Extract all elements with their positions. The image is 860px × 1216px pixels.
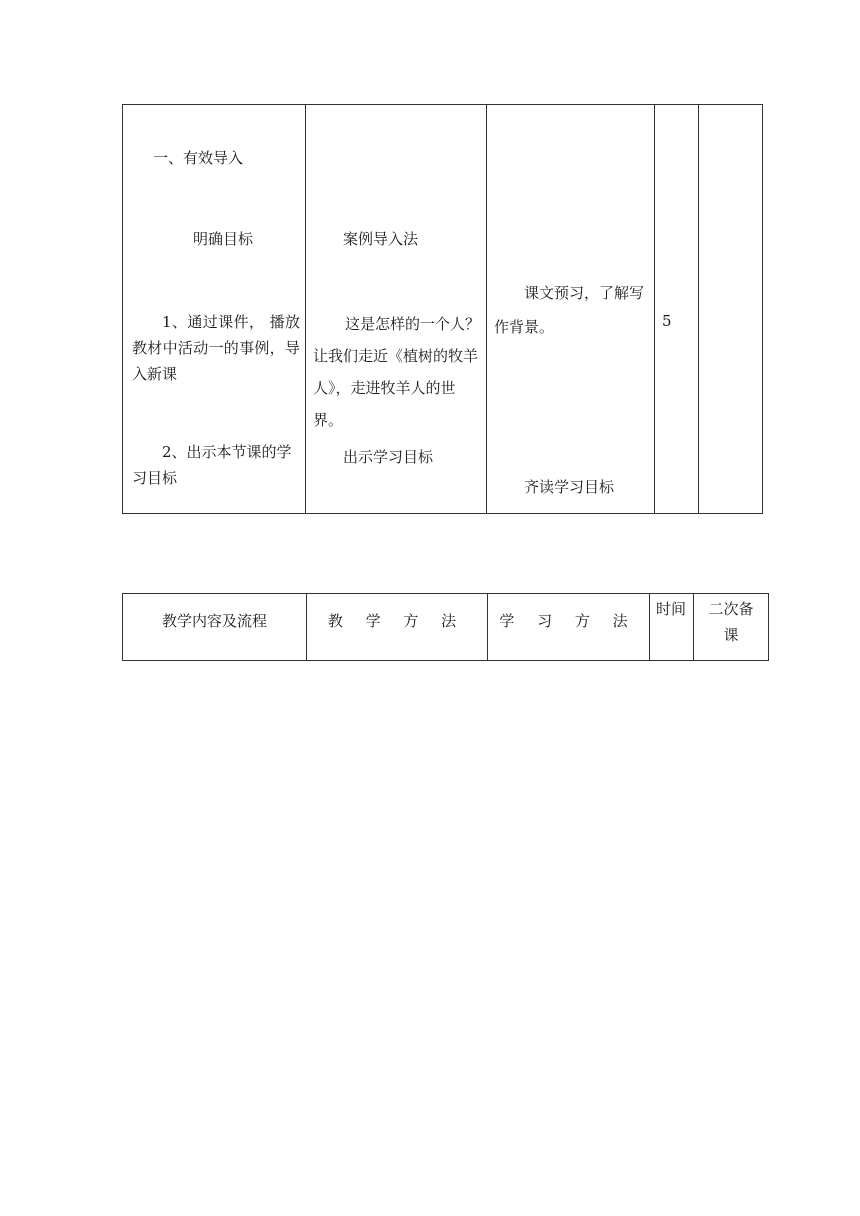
column-divider [698,105,699,513]
header-second-prep: 二次备课 [708,600,754,644]
lesson-table [122,104,763,514]
header-table [122,593,769,661]
column-divider [486,105,487,513]
column-divider [305,105,306,513]
step-2-text: 2、出示本节课的学习目标 [132,443,292,487]
preview-text: 课文预习，了解写作背景。 [494,284,645,336]
goal-label: 明确目标 [193,230,254,248]
method-description: 这是怎样的一个人？让我们走近《植树的牧羊人》，走进牧羊人的世界。 [313,315,481,429]
section-title: 一、有效导入 [153,149,244,167]
show-goals-text: 出示学习目标 [343,448,434,466]
header-teaching-method: 教 学 方 法 [327,612,466,630]
column-divider [693,594,694,660]
column-divider [649,594,650,660]
column-divider [654,105,655,513]
step-1-text: 1、通过课件， 播放教材中活动一的事例，导入新课 [132,313,300,383]
read-goals-text: 齐读学习目标 [524,478,615,496]
header-content-flow: 教学内容及流程 [161,612,267,630]
method-title: 案例导入法 [343,230,419,248]
time-value: 5 [662,312,672,330]
header-learning-method: 学 习 方 法 [499,612,637,630]
header-time: 时间 [655,600,686,618]
